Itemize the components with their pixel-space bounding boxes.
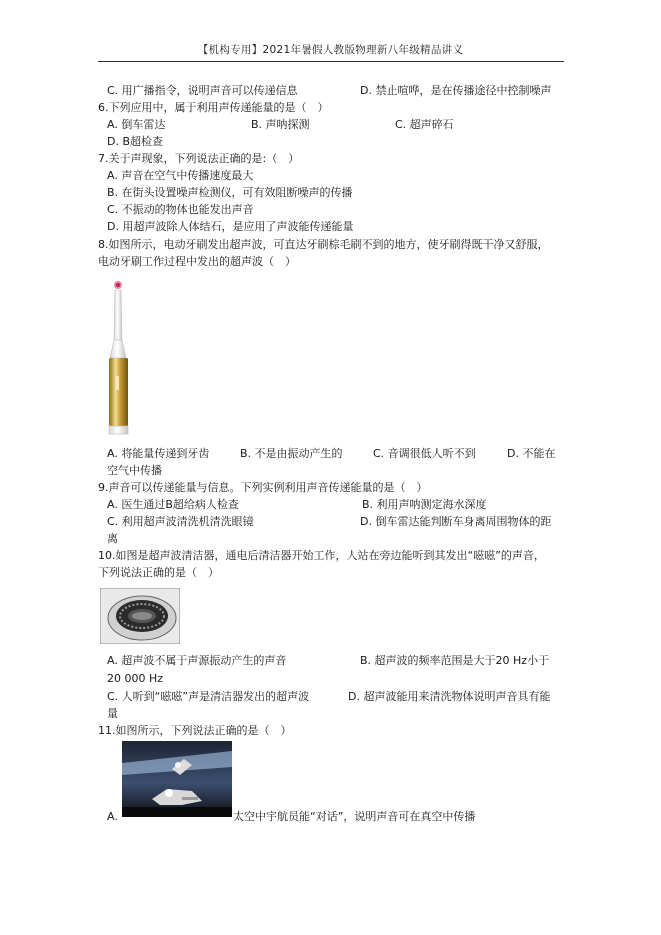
q10-stem-line2: 下列说法正确的是（ ） xyxy=(98,566,219,579)
q9-option-d: D. 倒车雷达能判断车身离周围物体的距 xyxy=(360,515,552,528)
page-header: 【机构专用】2021年暑假人教版物理新八年级精品讲义 xyxy=(197,44,464,56)
q11-stem: 11.如图所示，下列说法正确的是（ ） xyxy=(98,724,292,737)
header-rule xyxy=(98,61,564,62)
q8-stem-line2: 电动牙刷工作过程中发出的超声波（ ） xyxy=(98,255,296,268)
q9-option-a: A. 医生通过B超给病人检查 xyxy=(107,498,239,511)
q5-option-c: C. 用广播指令，说明声音可以传递信息 xyxy=(107,84,298,97)
q9-option-c: C. 利用超声波清洗机清洗眼镜 xyxy=(107,515,254,528)
q8-option-d: D. 不能在 xyxy=(507,447,556,460)
q8-option-c: C. 音调很低人听不到 xyxy=(373,447,476,460)
q8-option-b: B. 不是由振动产生的 xyxy=(240,447,343,460)
q8-option-a: A. 将能量传递到牙齿 xyxy=(107,447,210,460)
q10-option-b-continued: 20 000 Hz xyxy=(107,672,164,685)
q9-option-d-continued: 离 xyxy=(107,532,118,545)
electric-toothbrush-image xyxy=(104,280,136,440)
q10-option-a: A. 超声波不属于声源振动产生的声音 xyxy=(107,654,287,667)
q7-option-d: D. 用超声波除人体结石，是应用了声波能传递能量 xyxy=(107,220,354,233)
q10-option-d-continued: 量 xyxy=(107,707,118,720)
q11-option-a-text: 太空中宇航员能“对话”，说明声音可在真空中传播 xyxy=(233,810,476,823)
q7-option-c: C. 不振动的物体也能发出声音 xyxy=(107,203,254,216)
q6-option-b: B. 声呐探测 xyxy=(251,118,310,131)
q8-stem-line1: 8.如图所示，电动牙刷发出超声波，可直达牙刷棕毛刷不到的地方，使牙刷得既干净又舒服， xyxy=(98,238,549,251)
q7-option-a: A. 声音在空气中传播速度最大 xyxy=(107,169,254,182)
q10-stem-line1: 10.如图是超声波清洁器，通电后清洁器开始工作，人站在旁边能听到其发出“嗞嗞”的声音， xyxy=(98,549,545,562)
q10-option-b: B. 超声波的频率范围是大于20 Hz小于 xyxy=(360,654,550,667)
q6-option-c: C. 超声碎石 xyxy=(395,118,454,131)
q6-stem: 6.下列应用中，属于利用声传递能量的是（ ） xyxy=(98,101,329,114)
q7-option-b: B. 在街头设置噪声检测仪，可有效阻断噪声的传播 xyxy=(107,186,353,199)
q7-stem: 7.关于声现象，下列说法正确的是:（ ） xyxy=(98,152,300,165)
q10-option-c: C. 人听到“嗞嗞”声是清洁器发出的超声波 xyxy=(107,690,310,703)
q8-option-d-continued: 空气中传播 xyxy=(107,464,162,477)
q10-option-d: D. 超声波能用来清洗物体说明声音具有能 xyxy=(348,690,551,703)
astronauts-space-image xyxy=(122,741,232,817)
q9-option-b: B. 利用声呐测定海水深度 xyxy=(362,498,487,511)
q9-stem: 9.声音可以传递能量与信息。下列实例利用声音传递能量的是（ ） xyxy=(98,481,428,494)
q6-option-a: A. 倒车雷达 xyxy=(107,118,166,131)
q6-option-d: D. B超检查 xyxy=(107,135,164,148)
q11-option-a-label: A. xyxy=(107,810,118,823)
q5-option-d: D. 禁止喧哗，是在传播途径中控制噪声 xyxy=(360,84,552,97)
ultrasonic-cleaner-image xyxy=(100,588,180,644)
